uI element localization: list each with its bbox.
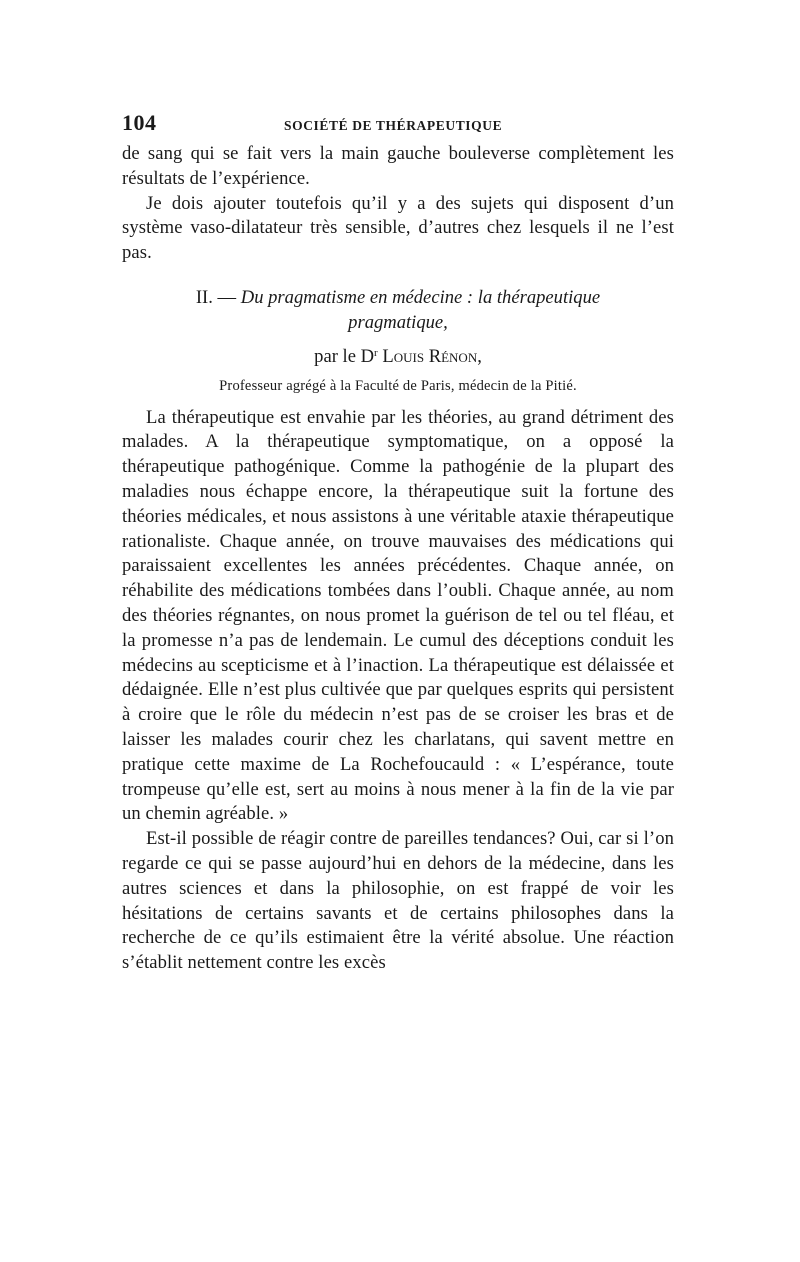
section-heading <box>122 286 674 336</box>
section-number: II. — <box>195 286 237 308</box>
page-number: 104 <box>122 110 157 135</box>
author-affiliation: Professeur agrégé à la Faculté de Paris, médecin de la Pitié. <box>219 377 577 394</box>
author-name: Louis Rénon, <box>382 345 482 367</box>
paragraph-vasodilator: Je dois ajouter toutefois qu’il y a des sujets qui disposent d’un système vaso-dilatateur très sensible, d’autres chez lesquels il ne l’est pas. <box>122 192 674 264</box>
paragraph-therapeutics: La thérapeutique est envahie par les théories, au grand détriment des malades. A la thérapeutique symptomatique, on a opposé la thérapeutique pathogénique. Comme la pathogénie de la plupart des maladies nous échappe encore, la thérapeutique suit la fortune des théories médicales, et nous assistons à une véritable ataxie thérapeutique rationaliste. Chaque année, on trouve mauvaises des médications qui paraissaient excellentes les années précédentes. Chaque année, on réhabilite des médications tombées dans l’oubli. Chaque année, au nom des théories régnantes, on nous promet la guérison de tel ou tel fléau, et la promesse n’a pas de lendemain. Le cumul des déceptions conduit les médecins au scepticisme et à l’inaction. La thérapeutique est délaissée et dédaignée. Elle n’est plus cultivée que par quelques esprits qui persistent à croire que le rôle du médecin n’est pas de se croiser les bras et de laisser les malades courir chez les charlatans, qui savent mettre en pratique cette maxime de La Rochefoucauld : « L’espérance, toute trompeuse qu’elle est, sert au moins à nous mener à la fin de la vie par un chemin agréable. » <box>122 406 674 825</box>
running-head <box>122 108 674 142</box>
paragraph-reaction: Est-il possible de réagir contre de pareilles tendances? Oui, car si l’on regarde ce qui se passe aujourd’hui en dehors de la médecine, dans les autres sciences et dans la philosophie, on est frappé de voir les hésitations de certains savants et de certains philosophes dans la recherche de ce qu’ils estimaient être la vérité absolue. Une réaction s’établit nettement contre les excès <box>122 828 674 974</box>
byline-sup: r <box>374 346 378 359</box>
section-title-continued: pragmatique, <box>348 311 448 333</box>
byline <box>122 340 674 370</box>
paragraph-continued: de sang qui se fait vers la main gauche bouleverse complètement les résultats de l’expérience. <box>122 143 674 189</box>
section-title: Du pragmatisme en médecine : la thérapeutique <box>240 286 601 308</box>
byline-prefix: par le D <box>314 345 375 367</box>
running-title: SOCIÉTÉ DE THÉRAPEUTIQUE <box>284 118 503 133</box>
book-page <box>122 108 674 976</box>
